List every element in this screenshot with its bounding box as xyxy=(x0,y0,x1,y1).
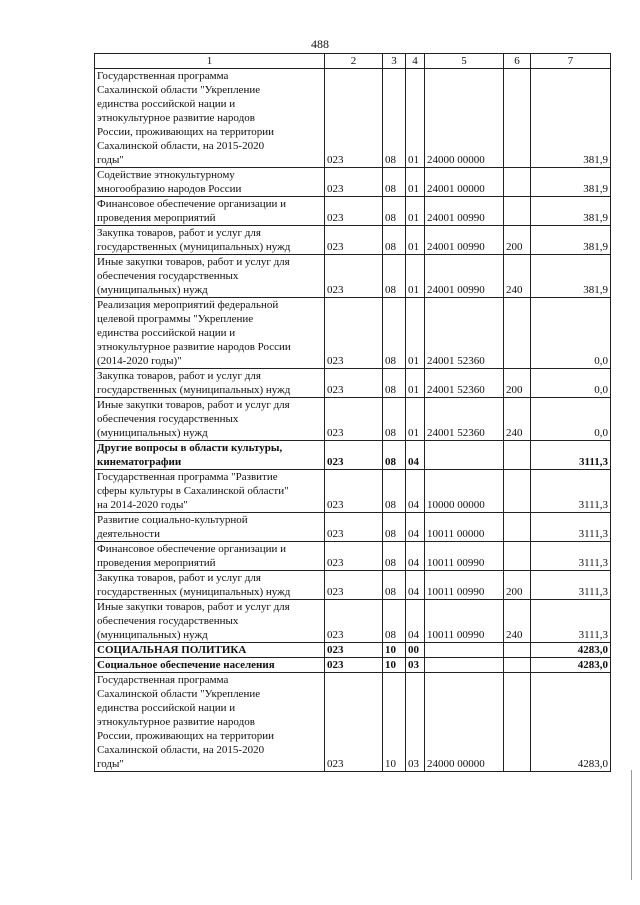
cell-ved: 023 xyxy=(325,168,383,197)
table-row xyxy=(95,513,611,542)
cell-csr: 10011 00990 xyxy=(425,542,504,571)
cell-name: Закупка товаров, работ и услуг для государственных (муниципальных) нужд xyxy=(95,226,325,255)
cell-sum: 3111,3 xyxy=(531,470,611,513)
cell-csr: 24001 00990 xyxy=(425,226,504,255)
cell-rz: 10 xyxy=(383,673,406,772)
cell-rz: 08 xyxy=(383,197,406,226)
cell-csr xyxy=(425,658,504,673)
cell-sum: 3111,3 xyxy=(531,571,611,600)
cell-csr: 24000 00000 xyxy=(425,673,504,772)
cell-vr: 200 xyxy=(504,369,531,398)
cell-name: Государственная программа "Развитие сферы культуры в Сахалинской области" на 2014-2020 годы" xyxy=(95,470,325,513)
budget-table xyxy=(94,53,611,772)
header-col-7: 7 xyxy=(531,54,611,69)
header-col-1: 1 xyxy=(95,54,325,69)
cell-vr xyxy=(504,658,531,673)
cell-pr: 01 xyxy=(406,398,425,441)
cell-rz: 08 xyxy=(383,298,406,369)
table-row xyxy=(95,398,611,441)
cell-name: Реализация мероприятий федеральной целевой программы "Укрепление единства российской нации и этнокультурное развитие народов России (2014-2020 годы)" xyxy=(95,298,325,369)
cell-sum: 381,9 xyxy=(531,197,611,226)
cell-rz: 08 xyxy=(383,470,406,513)
table-row xyxy=(95,600,611,643)
table-row xyxy=(95,197,611,226)
cell-vr xyxy=(504,470,531,513)
cell-rz: 08 xyxy=(383,600,406,643)
cell-pr: 01 xyxy=(406,226,425,255)
table-row xyxy=(95,470,611,513)
cell-pr: 01 xyxy=(406,369,425,398)
cell-rz: 10 xyxy=(383,643,406,658)
cell-ved: 023 xyxy=(325,369,383,398)
cell-pr: 04 xyxy=(406,600,425,643)
cell-ved: 023 xyxy=(325,255,383,298)
cell-sum: 4283,0 xyxy=(531,673,611,772)
cell-rz: 08 xyxy=(383,168,406,197)
cell-pr: 03 xyxy=(406,673,425,772)
cell-ved: 023 xyxy=(325,658,383,673)
cell-ved: 023 xyxy=(325,398,383,441)
cell-rz: 10 xyxy=(383,658,406,673)
cell-name: Содействие этнокультурному многообразию народов России xyxy=(95,168,325,197)
cell-csr: 24001 52360 xyxy=(425,369,504,398)
cell-csr: 24000 00000 xyxy=(425,69,504,168)
cell-rz: 08 xyxy=(383,69,406,168)
cell-pr: 04 xyxy=(406,470,425,513)
cell-ved: 023 xyxy=(325,197,383,226)
cell-sum: 3111,3 xyxy=(531,600,611,643)
cell-csr: 10011 00990 xyxy=(425,571,504,600)
cell-name: Финансовое обеспечение организации и проведения мероприятий xyxy=(95,197,325,226)
table-row xyxy=(95,673,611,772)
column-number-header xyxy=(95,54,611,69)
cell-csr: 10011 00000 xyxy=(425,513,504,542)
cell-sum: 4283,0 xyxy=(531,658,611,673)
cell-sum: 381,9 xyxy=(531,226,611,255)
table-row xyxy=(95,441,611,470)
cell-vr xyxy=(504,69,531,168)
cell-vr: 240 xyxy=(504,398,531,441)
cell-name: Социальное обеспечение населения xyxy=(95,658,325,673)
cell-name: Закупка товаров, работ и услуг для государственных (муниципальных) нужд xyxy=(95,369,325,398)
table-row xyxy=(95,255,611,298)
header-col-4: 4 xyxy=(406,54,425,69)
cell-rz: 08 xyxy=(383,369,406,398)
header-col-6: 6 xyxy=(504,54,531,69)
cell-name: Государственная программа Сахалинской области "Укрепление единства российской нации и этнокультурное развитие народов России, проживающих на территории Сахалинской области, на 2015-2020 годы" xyxy=(95,673,325,772)
cell-sum: 3111,3 xyxy=(531,513,611,542)
cell-vr xyxy=(504,513,531,542)
cell-csr: 24001 00990 xyxy=(425,255,504,298)
page-number: 488 xyxy=(311,37,329,51)
cell-vr xyxy=(504,197,531,226)
table-row xyxy=(95,571,611,600)
cell-vr xyxy=(504,673,531,772)
cell-rz: 08 xyxy=(383,571,406,600)
cell-pr: 01 xyxy=(406,197,425,226)
header-col-5: 5 xyxy=(425,54,504,69)
cell-rz: 08 xyxy=(383,226,406,255)
cell-sum: 3111,3 xyxy=(531,542,611,571)
cell-name: Иные закупки товаров, работ и услуг для обеспечения государственных (муниципальных) нужд xyxy=(95,255,325,298)
cell-rz: 08 xyxy=(383,542,406,571)
cell-sum: 3111,3 xyxy=(531,441,611,470)
cell-name: Финансовое обеспечение организации и проведения мероприятий xyxy=(95,542,325,571)
cell-sum: 0,0 xyxy=(531,398,611,441)
cell-sum: 0,0 xyxy=(531,369,611,398)
cell-ved: 023 xyxy=(325,571,383,600)
cell-rz: 08 xyxy=(383,255,406,298)
cell-pr: 03 xyxy=(406,658,425,673)
cell-ved: 023 xyxy=(325,298,383,369)
cell-sum: 0,0 xyxy=(531,298,611,369)
cell-ved: 023 xyxy=(325,69,383,168)
cell-ved: 023 xyxy=(325,600,383,643)
cell-csr: 10000 00000 xyxy=(425,470,504,513)
scan-edge-mark xyxy=(631,770,632,880)
table-row xyxy=(95,658,611,673)
cell-csr: 24001 52360 xyxy=(425,398,504,441)
cell-pr: 01 xyxy=(406,69,425,168)
cell-vr: 200 xyxy=(504,571,531,600)
table-row xyxy=(95,298,611,369)
cell-name: Государственная программа Сахалинской области "Укрепление единства российской нации и этнокультурное развитие народов России, проживающих на территории Сахалинской области, на 2015-2020 годы" xyxy=(95,69,325,168)
cell-sum: 381,9 xyxy=(531,255,611,298)
cell-name: Иные закупки товаров, работ и услуг для обеспечения государственных (муниципальных) нужд xyxy=(95,398,325,441)
cell-pr: 04 xyxy=(406,513,425,542)
cell-vr: 240 xyxy=(504,255,531,298)
cell-vr xyxy=(504,542,531,571)
cell-pr: 01 xyxy=(406,255,425,298)
table-row xyxy=(95,69,611,168)
cell-sum: 4283,0 xyxy=(531,643,611,658)
cell-ved: 023 xyxy=(325,441,383,470)
cell-sum: 381,9 xyxy=(531,168,611,197)
table-row xyxy=(95,542,611,571)
cell-vr xyxy=(504,298,531,369)
table-row xyxy=(95,643,611,658)
cell-rz: 08 xyxy=(383,398,406,441)
cell-vr: 240 xyxy=(504,600,531,643)
cell-name: Развитие социально-культурной деятельности xyxy=(95,513,325,542)
cell-ved: 023 xyxy=(325,673,383,772)
cell-name: СОЦИАЛЬНАЯ ПОЛИТИКА xyxy=(95,643,325,658)
cell-pr: 00 xyxy=(406,643,425,658)
cell-name: Иные закупки товаров, работ и услуг для обеспечения государственных (муниципальных) нужд xyxy=(95,600,325,643)
cell-csr: 24001 52360 xyxy=(425,298,504,369)
cell-name: Другие вопросы в области культуры, кинематографии xyxy=(95,441,325,470)
cell-csr: 24001 00990 xyxy=(425,197,504,226)
cell-ved: 023 xyxy=(325,643,383,658)
cell-sum: 381,9 xyxy=(531,69,611,168)
cell-vr xyxy=(504,441,531,470)
cell-ved: 023 xyxy=(325,470,383,513)
cell-csr: 24001 00000 xyxy=(425,168,504,197)
cell-pr: 04 xyxy=(406,441,425,470)
cell-ved: 023 xyxy=(325,226,383,255)
table-row xyxy=(95,369,611,398)
cell-csr xyxy=(425,643,504,658)
cell-rz: 08 xyxy=(383,513,406,542)
cell-pr: 01 xyxy=(406,168,425,197)
header-col-2: 2 xyxy=(325,54,383,69)
cell-vr xyxy=(504,168,531,197)
cell-vr: 200 xyxy=(504,226,531,255)
cell-ved: 023 xyxy=(325,513,383,542)
cell-pr: 04 xyxy=(406,542,425,571)
table-row xyxy=(95,226,611,255)
cell-name: Закупка товаров, работ и услуг для государственных (муниципальных) нужд xyxy=(95,571,325,600)
cell-csr: 10011 00990 xyxy=(425,600,504,643)
header-col-3: 3 xyxy=(383,54,406,69)
cell-ved: 023 xyxy=(325,542,383,571)
table-row xyxy=(95,168,611,197)
cell-rz: 08 xyxy=(383,441,406,470)
cell-vr xyxy=(504,643,531,658)
cell-pr: 01 xyxy=(406,298,425,369)
cell-pr: 04 xyxy=(406,571,425,600)
cell-csr xyxy=(425,441,504,470)
